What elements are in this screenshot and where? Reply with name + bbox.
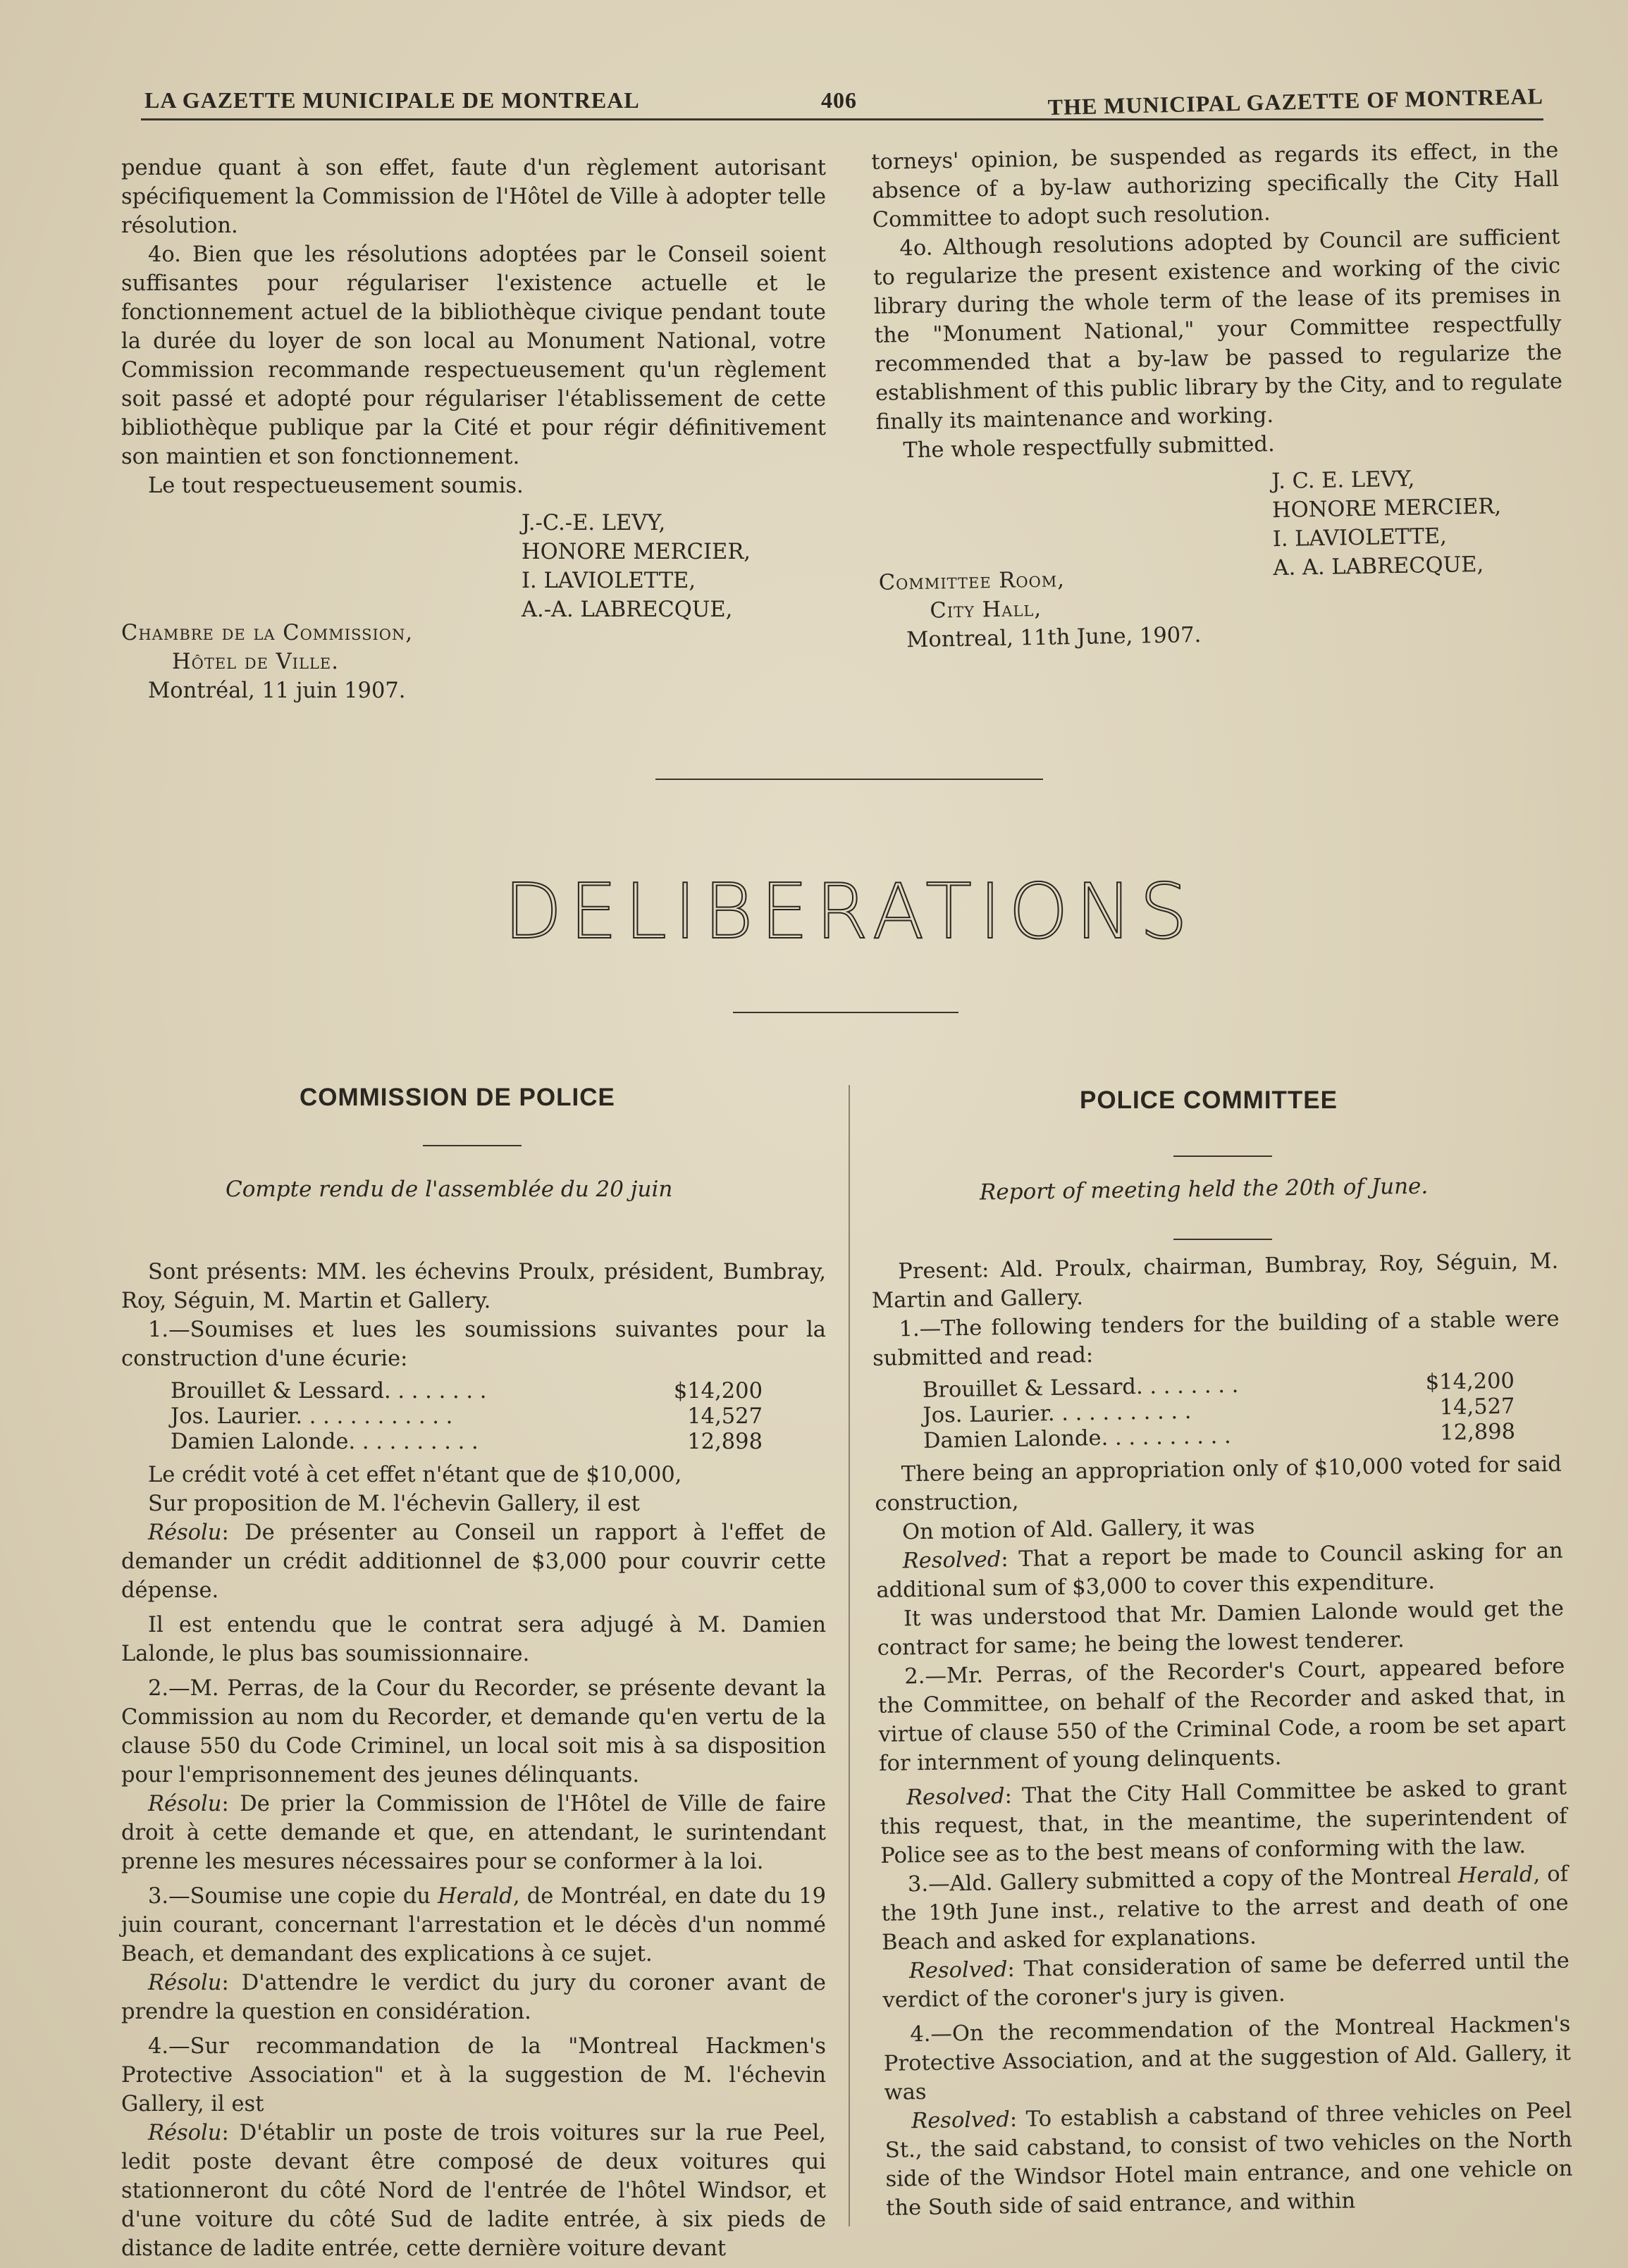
- date-line: Montréal, 11 juin 1907.: [148, 678, 406, 703]
- resolution-text: : That a report be made to Council asking for an additional sum of $3,000 to cover this expenditure.: [876, 1538, 1563, 1603]
- resolved-label: Resolved: [908, 1957, 1008, 1984]
- resolved-label: Résolu: [148, 1520, 222, 1545]
- minute-item: [881, 1860, 1570, 1957]
- resolved-label: Resolved: [911, 2107, 1011, 2134]
- section-rule: [655, 779, 1043, 780]
- attendance: Sont présents: MM. les échevins Proulx, président, Bumbray, Roy, Séguin, M. Martin et Gallery.: [121, 1260, 826, 1313]
- attendance: Present: Ald. Proulx, chairman, Bumbray, Roy, Séguin, M. Martin and Gallery.: [871, 1248, 1559, 1313]
- resolution-text: : That the City Hall Committee be asked to grant this request, that, in the meantime, the superintendent of Police see as to the best means of conforming with the law.: [880, 1775, 1567, 1869]
- title-rule: [423, 1145, 522, 1146]
- item-text: 3.—Soumise une copie du: [148, 1884, 438, 1909]
- minute-item: 4.—On the recommendation of the Montreal Hackmen's Protective Association, and at the suggestion of Ald. Gallery, it was: [883, 2012, 1572, 2105]
- french-minutes-column: [121, 1258, 826, 2263]
- resolution: [121, 1969, 826, 2026]
- paragraph: Le crédit voté à cet effet n'étant que de $10,000,: [148, 1463, 682, 1487]
- minute-item: [121, 1882, 826, 1969]
- meeting-subtitle-french: Compte rendu de l'assemblée du 20 juin: [226, 1177, 673, 1202]
- resolution: [884, 2097, 1573, 2223]
- place-line: Chambre de la Commission,: [121, 621, 414, 645]
- resolution: [882, 1947, 1570, 2015]
- signatory: I. LAVIOLETTE,: [1272, 523, 1448, 552]
- resolution: [875, 1537, 1563, 1605]
- resolution: [121, 2119, 826, 2263]
- english-report-column: [871, 136, 1567, 655]
- french-report-column: [121, 154, 826, 705]
- closing-line: Le tout respectueusement soumis.: [148, 473, 524, 498]
- tender-amount: 14,527: [687, 1404, 763, 1429]
- signatory: I. LAVIOLETTE,: [522, 569, 696, 593]
- resolution-text: : De présenter au Conseil un rapport à l'effet de demander un crédit additionnel de $3,000 pour couvrir cette dépense.: [121, 1520, 826, 1603]
- signatory: A. A. LABRECQUE,: [1273, 552, 1484, 581]
- tender-name: Jos. Laurier. . . . . . . . . . .: [923, 1399, 1192, 1428]
- place-date-block: [121, 619, 826, 705]
- paragraph: torneys' opinion, be suspended as regards its effect, in the absence of a by-law authorizing specifically the City Hall Committee to adopt such resolution.: [871, 137, 1560, 233]
- tender-name: Brouillet & Lessard. . . . . . . .: [922, 1372, 1239, 1403]
- signature-block: [522, 509, 826, 624]
- signatory: A.-A. LABRECQUE,: [522, 597, 733, 622]
- resolution-text: : That consideration of same be deferred until the verdict of the coroner's jury is given.: [882, 1948, 1570, 2013]
- tender-name: Jos. Laurier. . . . . . . . . . . .: [171, 1404, 453, 1429]
- paragraph: Il est entendu que le contrat sera adjugé à M. Damien Lalonde, le plus bas soumissionnaire.: [121, 1613, 826, 1666]
- minute-item: 4.—Sur recommandation de la "Montreal Hackmen's Protective Association" et à la suggestion de M. l'échevin Gallery, il est: [121, 2034, 826, 2117]
- masthead-rule: [733, 1012, 958, 1013]
- signatory: HONORE MERCIER,: [522, 540, 751, 564]
- tender-row: [171, 1379, 763, 1404]
- resolved-label: Résolu: [148, 1971, 222, 1995]
- resolved-label: Résolu: [148, 1792, 222, 1816]
- paragraph: There being an appropriation only of $10,000 voted for said construction,: [875, 1451, 1562, 1516]
- tender-list: [923, 1369, 1516, 1454]
- resolution: [880, 1773, 1568, 1871]
- tender-name: Damien Lalonde. . . . . . . . . .: [923, 1424, 1232, 1454]
- paragraph: 4o. Bien que les résolutions adoptées par le Conseil soient suffisantes pour régulariser l'existence actuelle et le fonctionnement actuel de la bibliothèque civique pendant toute la durée du loyer de son local au Monument National, votre Commission recommande respectueusement qu'un règlement soit passé et adopté pour régulariser l'établissement de cette bibliothèque publique par la Cité et pour régir définitivement son maintien et son fonctionnement.: [121, 242, 826, 469]
- resolution-text: : To establish a cabstand of three vehicles on Peel St., the said cabstand, to consist of two vehicles on the North side of the Windsor Hotel main entrance, and one vehicle on the South side of said entrance, and within: [884, 2098, 1573, 2221]
- meeting-subtitle-english: Report of meeting held the 20th of June.: [979, 1173, 1429, 1206]
- tender-row: [171, 1430, 763, 1455]
- english-minutes-column: [871, 1247, 1573, 2223]
- paragraph: Sur proposition de M. l'échevin Gallery, il est: [148, 1492, 640, 1516]
- date-line: Montreal, 11th June, 1907.: [906, 622, 1202, 653]
- newspaper-name: Herald: [1457, 1862, 1534, 1889]
- resolution: [121, 1790, 826, 1876]
- header-title-english: THE MUNICIPAL GAZETTE OF MONTREAL: [1047, 83, 1543, 120]
- signatory: HONORE MERCIER,: [1271, 494, 1502, 523]
- paragraph: It was understood that Mr. Damien Lalonde would get the contract for same; he being the lowest tenderer.: [877, 1596, 1565, 1661]
- minute-item: 2.—Mr. Perras, of the Recorder's Court, appeared before the Committee, on behalf of the Recorder and asked that, in virtue of clause 550 of the Criminal Code, a room be set apart for internment of young delinquents.: [877, 1654, 1566, 1776]
- header-title-french: LA GAZETTE MUNICIPALE DE MONTREAL: [144, 87, 640, 113]
- minute-item: 2.—M. Perras, de la Cour du Recorder, se présente devant la Commission au nom du Recorder, et demande qu'en vertu de la clause 550 du Code Criminel, un local soit mis à sa disposition pour l'emprisonnement des jeunes délinquants.: [121, 1676, 826, 1787]
- tender-amount: 14,527: [1439, 1394, 1515, 1420]
- tender-amount: $14,200: [673, 1379, 763, 1403]
- resolution-text: : D'attendre le verdict du jury du coroner avant de prendre la question en considération.: [121, 1971, 826, 2024]
- section-title-english: POLICE COMMITTEE: [1080, 1086, 1338, 1114]
- signatory: J.-C.-E. LEVY,: [522, 511, 666, 535]
- tender-name: Brouillet & Lessard. . . . . . . .: [171, 1379, 487, 1403]
- item-text: 3.—Ald. Gallery submitted a copy of the Montreal: [907, 1864, 1459, 1897]
- closing-line: The whole respectfully submitted.: [903, 432, 1275, 464]
- deliberations-masthead: DELIBERATIONS: [503, 868, 1195, 956]
- title-rule: [1173, 1155, 1272, 1157]
- item-text: , of the 19th June inst., relative to the arrest and death of one Beach and asked for explanations.: [881, 1861, 1569, 1955]
- tender-amount: 12,898: [687, 1430, 763, 1454]
- tender-row: [171, 1404, 763, 1430]
- tender-amount: $14,200: [1425, 1368, 1515, 1395]
- resolution: [121, 1518, 826, 1605]
- resolved-label: Resolved: [906, 1784, 1005, 1811]
- tender-name: Damien Lalonde. . . . . . . . . .: [171, 1430, 479, 1454]
- place-line: Committee Room,: [878, 567, 1066, 595]
- section-title-french: COMMISSION DE POLICE: [300, 1084, 615, 1111]
- resolved-label: Résolu: [148, 2121, 222, 2145]
- resolved-label: Resolved: [902, 1547, 1001, 1574]
- subtitle-rule: [1173, 1239, 1272, 1240]
- resolution-text: : D'établir un poste de trois voitures sur la rue Peel, ledit poste devant être composé de deux voitures qui stationneront du côté Nord de l'entrée de l'hôtel Windsor, et d'une voiture du côté Sud de ladite entrée, à six pieds de distance de ladite entrée, cette dernière voiture devant: [121, 2121, 826, 2261]
- signatory: J. C. E. LEVY,: [1271, 466, 1415, 495]
- paragraph: On motion of Ald. Gallery, it was: [901, 1514, 1255, 1545]
- tender-list: [171, 1379, 763, 1455]
- minute-item: 1.—Soumises et lues les soumissions suivantes pour la construction d'une écurie:: [121, 1318, 826, 1371]
- place-line: City Hall,: [930, 596, 1042, 624]
- page-number: 406: [821, 87, 857, 113]
- item-text: , de Montréal, en date du 19 juin courant, concernant l'arrestation et le décès d'un nommé Beach, et demandant des explications à ce sujet.: [121, 1884, 826, 1966]
- paragraph: pendue quant à son effet, faute d'un règlement autorisant spécifiquement la Commission de l'Hôtel de Ville à adopter telle résolution.: [121, 156, 826, 238]
- tender-amount: 12,898: [1439, 1419, 1516, 1446]
- column-divider: [849, 1085, 850, 2226]
- resolution-text: : De prier la Commission de l'Hôtel de Ville de faire droit à cette demande et que, en attendant, le surintendant prenne les mesures nécessaires pour se conformer à la loi.: [121, 1792, 826, 1874]
- paragraph: 4o. Although resolutions adopted by Council are sufficient to regularize the present existence and working of the civic library during the whole term of the lease of its premises in the "Monument National," your Committee respectfully recommended that a by-law be passed to regularize the establishment of this public library by the City, and to regulate finally its maintenance and working.: [872, 224, 1563, 435]
- place-line: Hôtel de Ville.: [172, 650, 339, 674]
- minute-item: 1.—The following tenders for the building of a stable were submitted and read:: [872, 1306, 1560, 1371]
- running-head: [141, 83, 1543, 120]
- newspaper-name: Herald: [438, 1884, 513, 1909]
